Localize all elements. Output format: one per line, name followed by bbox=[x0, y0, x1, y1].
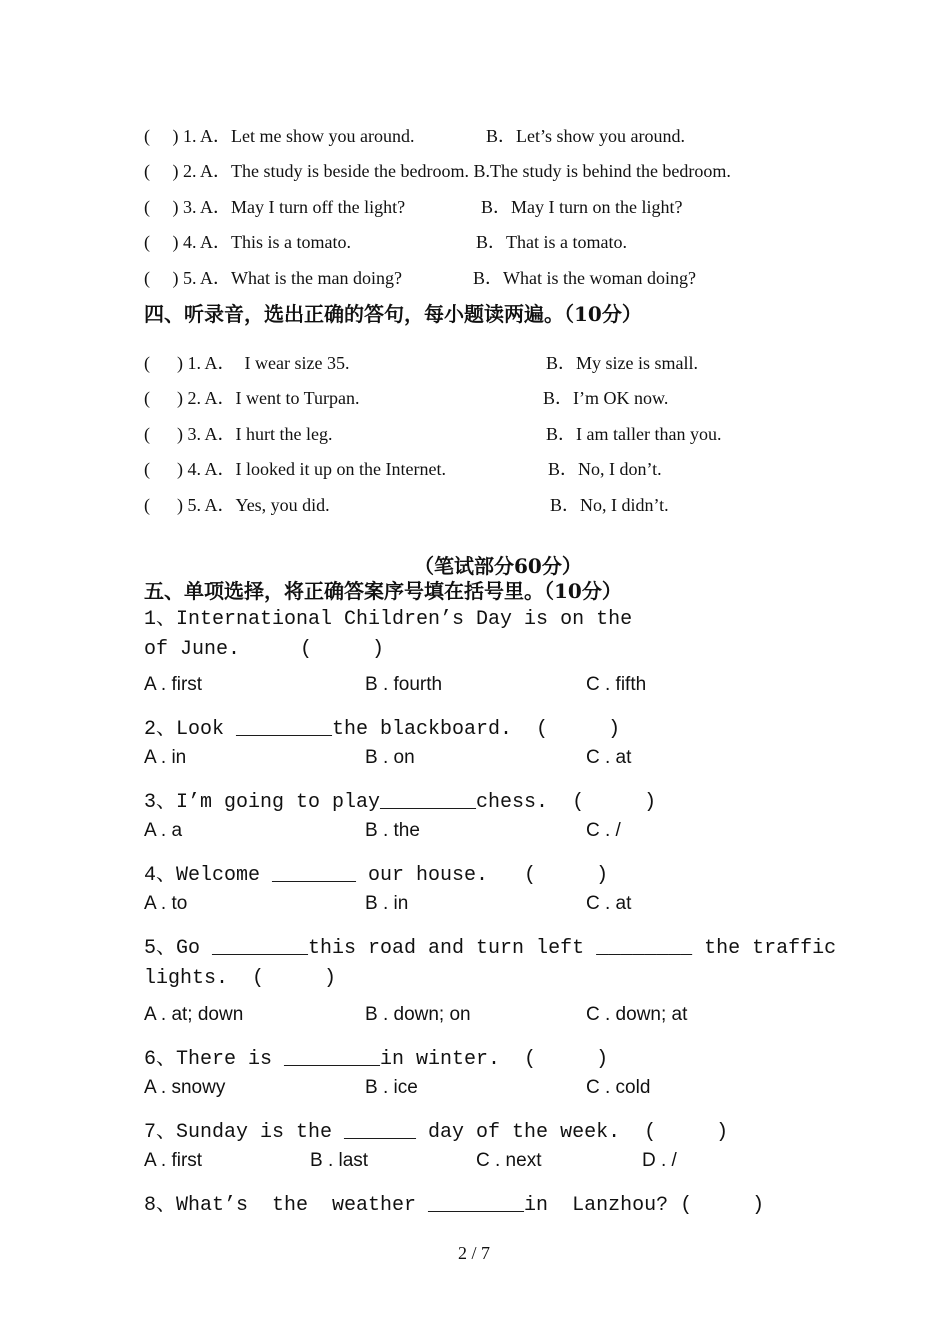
q1-option-a: A . first bbox=[144, 674, 203, 695]
s4-q1-b: B．My size is small. bbox=[546, 353, 698, 373]
q1-line2: of June. ( ) bbox=[144, 638, 385, 661]
q6-option-a: A . snowy bbox=[144, 1077, 226, 1098]
s3-q5: ( ) 5. A．What is the man doing? bbox=[144, 268, 402, 288]
q7-option-d: D . / bbox=[642, 1150, 677, 1171]
s4-q5-b: B．No, I didn’t. bbox=[550, 495, 669, 515]
q7-option-c: C . next bbox=[476, 1150, 542, 1171]
q7-option-b: B . last bbox=[310, 1150, 369, 1171]
q5-option-b: B . down; on bbox=[365, 1004, 471, 1025]
q5-option-a: A . at; down bbox=[144, 1004, 244, 1025]
q1-option-c: C . fifth bbox=[586, 674, 647, 695]
s4-q3: ( ) 3. A．I hurt the leg. bbox=[144, 424, 333, 444]
s3-q4: ( ) 4. A．This is a tomato. bbox=[144, 232, 351, 252]
s3-q3: ( ) 3. A．May I turn off the light? bbox=[144, 197, 406, 217]
q6-option-b: B . ice bbox=[365, 1077, 418, 1098]
section4-title: 四、听录音，选出正确的答句，每小题读两遍。（10分） bbox=[144, 302, 642, 326]
s4-q2: ( ) 2. A．I went to Turpan. bbox=[144, 388, 360, 408]
s4-q2-b: B．I’m OK now. bbox=[543, 388, 669, 408]
q1-option-b: B . fourth bbox=[365, 674, 443, 695]
section5-title: 五、单项选择，将正确答案序号填在括号里。（10分） bbox=[144, 579, 622, 603]
page-number: 2 / 7 bbox=[458, 1243, 491, 1263]
q1-line1: 1、International Children’s Day is on the bbox=[144, 608, 633, 631]
s4-q4: ( ) 4. A．I looked it up on the Internet. bbox=[144, 459, 446, 479]
q7-option-a: A . first bbox=[144, 1150, 203, 1171]
q2-option-b: B . on bbox=[365, 747, 415, 768]
q4-option-c: C . at bbox=[586, 893, 632, 914]
q7-line1: 7、Sunday is the ______ day of the week. ( ) bbox=[144, 1121, 729, 1144]
q6-line1: 6、There is ________in winter. ( ) bbox=[144, 1048, 609, 1071]
s3-q1-b: B．Let’s show you around. bbox=[486, 126, 685, 146]
written-part-heading: （笔试部分60分） bbox=[414, 554, 582, 578]
s3-q2: ( ) 2. A．The study is beside the bedroom. B.The study is behind the bedroom. bbox=[144, 161, 731, 181]
q6-option-c: C . cold bbox=[586, 1077, 651, 1098]
s4-q3-b: B．I am taller than you. bbox=[546, 424, 722, 444]
q5-option-c: C . down; at bbox=[586, 1004, 688, 1025]
q2-option-a: A . in bbox=[144, 747, 187, 768]
s3-q4-b: B．That is a tomato. bbox=[476, 232, 627, 252]
s3-q3-b: B．May I turn on the light? bbox=[481, 197, 683, 217]
q2-option-c: C . at bbox=[586, 747, 632, 768]
q3-option-c: C . / bbox=[586, 820, 621, 841]
q4-option-a: A . to bbox=[144, 893, 188, 914]
q3-option-a: A . a bbox=[144, 820, 183, 841]
q5-line2: lights. ( ) bbox=[144, 967, 337, 990]
q5-line1: 5、Go ________this road and turn left ________ the traffic bbox=[144, 937, 837, 960]
s4-q4-b: B．No, I don’t. bbox=[548, 459, 662, 479]
q3-option-b: B . the bbox=[365, 820, 420, 841]
q4-line1: 4、Welcome _______ our house. ( ) bbox=[144, 864, 609, 887]
s4-q1: ( ) 1. A． I wear size 35. bbox=[144, 353, 350, 373]
q8-line1: 8、What’s the weather ________in Lanzhou? ( ) bbox=[144, 1194, 765, 1217]
s4-q5: ( ) 5. A．Yes, you did. bbox=[144, 495, 330, 515]
q3-line1: 3、I’m going to play________chess. ( ) bbox=[144, 791, 657, 814]
s3-q1: ( ) 1. A．Let me show you around. bbox=[144, 126, 415, 146]
s3-q5-b: B．What is the woman doing? bbox=[473, 268, 696, 288]
q2-line1: 2、Look ________the blackboard. ( ) bbox=[144, 718, 621, 741]
q4-option-b: B . in bbox=[365, 893, 409, 914]
